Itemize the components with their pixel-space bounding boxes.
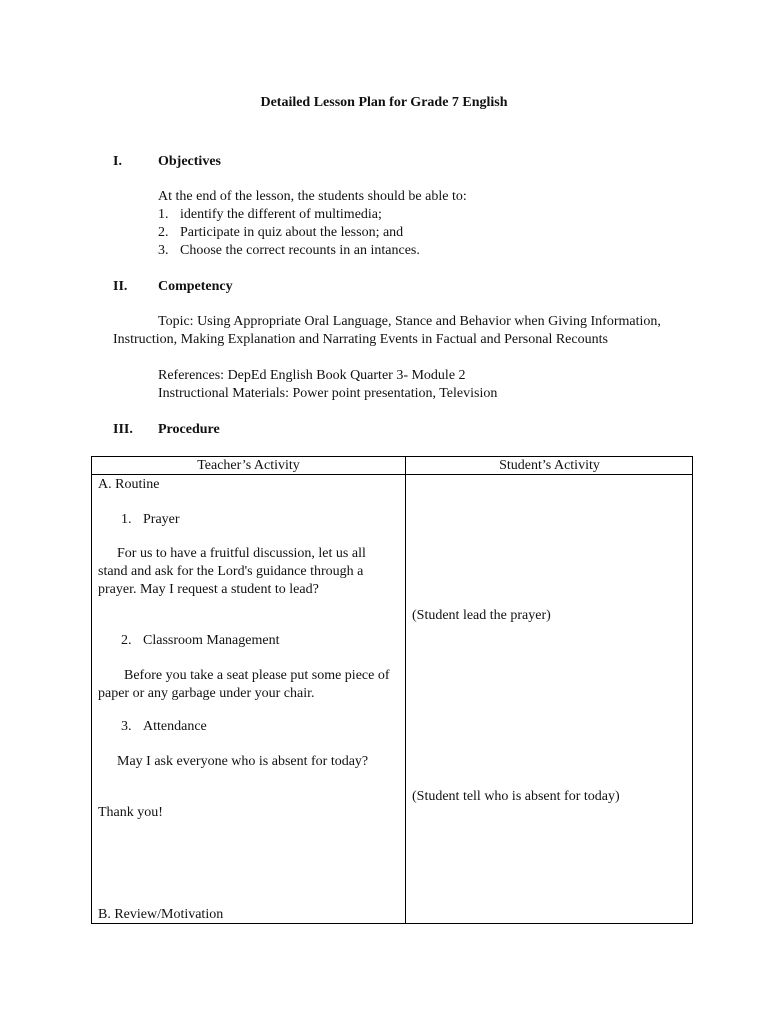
section-numeral-competency: II. [113,279,128,294]
table-header-divider [92,474,692,475]
objective-number: 2. [158,225,169,240]
objectives-intro: At the end of the lesson, the students should be able to: [158,189,467,204]
objective-item: Participate in quiz about the lesson; and [180,225,404,240]
attendance-number: 3. [121,719,132,734]
procedure-table [91,456,693,924]
management-number: 2. [121,633,132,648]
table-header-student: Student’s Activity [499,458,600,473]
objective-item: Choose the correct recounts in an intances. [180,243,420,258]
competency-materials: Instructional Materials: Power point presentation, Television [158,386,498,401]
review-label: B. Review/Motivation [98,907,224,922]
prayer-number: 1. [121,512,132,527]
competency-topic: Topic: Using Appropriate Oral Language, Stance and Behavior when Giving Information, Instruction, Making Explanation and Narrating Events in Factual and Personal Recounts [113,314,661,347]
table-column-divider [405,457,406,923]
section-numeral-objectives: I. [113,154,122,169]
attendance-label: Attendance [143,719,207,734]
objective-item: identify the different of multimedia; [180,207,382,222]
objective-number: 3. [158,243,169,258]
routine-label: A. Routine [98,477,160,492]
table-header-teacher: Teacher’s Activity [197,458,300,473]
objective-number: 1. [158,207,169,222]
student-attendance-response: (Student tell who is absent for today) [412,789,620,804]
section-heading-objectives: Objectives [158,154,221,169]
section-numeral-procedure: III. [113,422,133,437]
attendance-text: May I ask everyone who is absent for today? [117,754,369,769]
management-text: Before you take a seat please put some piece of paper or any garbage under your chair. [98,668,390,701]
competency-references: References: DepEd English Book Quarter 3- Module 2 [158,368,466,383]
thanks-text: Thank you! [98,805,163,820]
section-heading-competency: Competency [158,279,233,294]
document-title: Detailed Lesson Plan for Grade 7 English [260,95,508,110]
prayer-text: For us to have a fruitful discussion, let us all stand and ask for the Lord's guidance through a prayer. May I request a student to lead? [98,546,366,597]
student-prayer-response: (Student lead the prayer) [412,608,551,623]
management-label: Classroom Management [143,633,280,648]
section-heading-procedure: Procedure [158,422,220,437]
prayer-label: Prayer [143,512,180,527]
